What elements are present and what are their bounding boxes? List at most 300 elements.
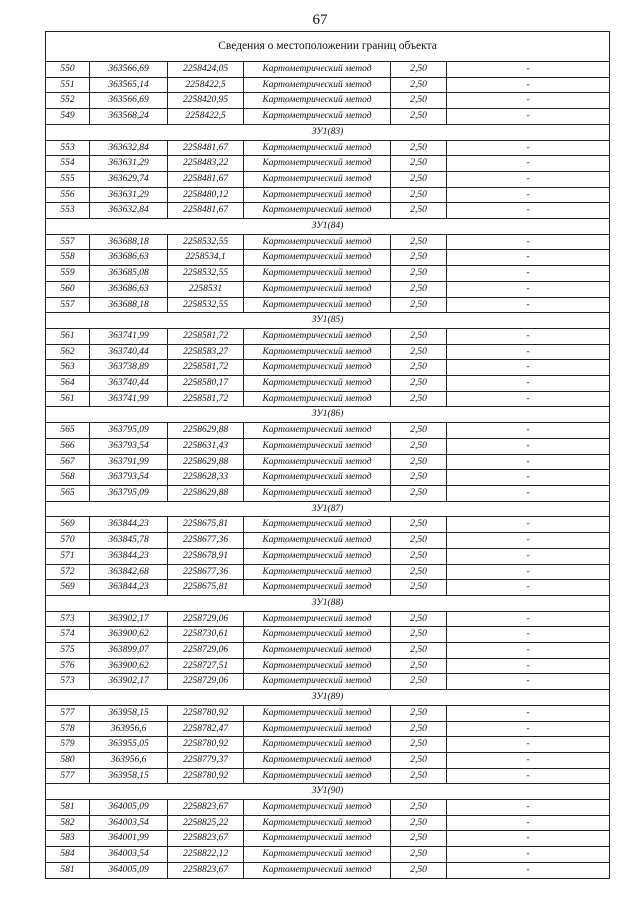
accuracy-cell: 2,50 bbox=[391, 281, 447, 297]
note-cell: - bbox=[447, 643, 610, 659]
note-cell: - bbox=[447, 815, 610, 831]
coord-y: 2258581,72 bbox=[168, 360, 244, 376]
point-number: 574 bbox=[46, 627, 90, 643]
coord-y: 2258825,22 bbox=[168, 815, 244, 831]
coord-x: 363568,24 bbox=[90, 109, 168, 125]
coord-x: 364003,54 bbox=[90, 847, 168, 863]
note-cell: - bbox=[447, 234, 610, 250]
point-number: 572 bbox=[46, 564, 90, 580]
table-row bbox=[46, 533, 610, 549]
coord-x: 363741,99 bbox=[90, 391, 168, 407]
coord-x: 363566,69 bbox=[90, 62, 168, 78]
accuracy-cell: 2,50 bbox=[391, 376, 447, 392]
method-cell: Картометрический метод bbox=[244, 611, 391, 627]
accuracy-cell: 2,50 bbox=[391, 438, 447, 454]
accuracy-cell: 2,50 bbox=[391, 705, 447, 721]
coord-y: 2258424,05 bbox=[168, 62, 244, 78]
method-cell: Картометрический метод bbox=[244, 674, 391, 690]
accuracy-cell: 2,50 bbox=[391, 847, 447, 863]
point-number: 555 bbox=[46, 171, 90, 187]
coord-x: 363791,99 bbox=[90, 454, 168, 470]
table-row bbox=[46, 862, 610, 878]
coord-x: 363738,89 bbox=[90, 360, 168, 376]
coord-x: 363899,07 bbox=[90, 643, 168, 659]
point-number: 580 bbox=[46, 752, 90, 768]
table-row bbox=[46, 643, 610, 659]
coord-x: 363844,23 bbox=[90, 517, 168, 533]
method-cell: Картометрический метод bbox=[244, 140, 391, 156]
method-cell: Картометрический метод bbox=[244, 438, 391, 454]
section-row bbox=[46, 124, 610, 140]
method-cell: Картометрический метод bbox=[244, 737, 391, 753]
method-cell: Картометрический метод bbox=[244, 847, 391, 863]
method-cell: Картометрический метод bbox=[244, 93, 391, 109]
point-number: 554 bbox=[46, 156, 90, 172]
coord-y: 2258581,72 bbox=[168, 328, 244, 344]
section-label: ЗУ1(90) bbox=[46, 784, 610, 800]
coord-x: 363740,44 bbox=[90, 376, 168, 392]
coord-y: 2258629,88 bbox=[168, 454, 244, 470]
method-cell: Картометрический метод bbox=[244, 768, 391, 784]
coord-x: 363740,44 bbox=[90, 344, 168, 360]
coord-y: 2258729,06 bbox=[168, 643, 244, 659]
method-cell: Картометрический метод bbox=[244, 454, 391, 470]
coord-x: 363686,63 bbox=[90, 281, 168, 297]
coord-y: 2258730,61 bbox=[168, 627, 244, 643]
note-cell: - bbox=[447, 548, 610, 564]
coord-x: 363685,08 bbox=[90, 266, 168, 282]
coord-y: 2258532,55 bbox=[168, 297, 244, 313]
accuracy-cell: 2,50 bbox=[391, 62, 447, 78]
table-row bbox=[46, 109, 610, 125]
method-cell: Картометрический метод bbox=[244, 548, 391, 564]
point-number: 552 bbox=[46, 93, 90, 109]
coord-y: 2258823,67 bbox=[168, 800, 244, 816]
coord-x: 364005,09 bbox=[90, 862, 168, 878]
accuracy-cell: 2,50 bbox=[391, 109, 447, 125]
method-cell: Картометрический метод bbox=[244, 721, 391, 737]
point-number: 558 bbox=[46, 250, 90, 266]
coord-y: 2258628,33 bbox=[168, 470, 244, 486]
point-number: 551 bbox=[46, 77, 90, 93]
table-row bbox=[46, 674, 610, 690]
method-cell: Картометрический метод bbox=[244, 643, 391, 659]
point-number: 575 bbox=[46, 643, 90, 659]
note-cell: - bbox=[447, 77, 610, 93]
coord-y: 2258580,17 bbox=[168, 376, 244, 392]
point-number: 579 bbox=[46, 737, 90, 753]
coord-y: 2258583,27 bbox=[168, 344, 244, 360]
note-cell: - bbox=[447, 485, 610, 501]
note-cell: - bbox=[447, 344, 610, 360]
coord-x: 363902,17 bbox=[90, 611, 168, 627]
method-cell: Картометрический метод bbox=[244, 862, 391, 878]
coord-x: 363845,78 bbox=[90, 533, 168, 549]
point-number: 576 bbox=[46, 658, 90, 674]
coord-x: 363900,62 bbox=[90, 627, 168, 643]
coord-y: 2258631,43 bbox=[168, 438, 244, 454]
accuracy-cell: 2,50 bbox=[391, 862, 447, 878]
coord-x: 363793,54 bbox=[90, 470, 168, 486]
coord-x: 363565,14 bbox=[90, 77, 168, 93]
accuracy-cell: 2,50 bbox=[391, 391, 447, 407]
coord-y: 2258629,88 bbox=[168, 485, 244, 501]
coord-x: 363956,6 bbox=[90, 721, 168, 737]
coord-x: 363686,63 bbox=[90, 250, 168, 266]
note-cell: - bbox=[447, 156, 610, 172]
accuracy-cell: 2,50 bbox=[391, 800, 447, 816]
coord-y: 2258780,92 bbox=[168, 705, 244, 721]
table-row bbox=[46, 62, 610, 78]
point-number: 573 bbox=[46, 674, 90, 690]
note-cell: - bbox=[447, 831, 610, 847]
method-cell: Картометрический метод bbox=[244, 800, 391, 816]
table-row bbox=[46, 580, 610, 596]
table-row bbox=[46, 187, 610, 203]
accuracy-cell: 2,50 bbox=[391, 328, 447, 344]
table-row bbox=[46, 627, 610, 643]
point-number: 571 bbox=[46, 548, 90, 564]
coord-y: 2258532,55 bbox=[168, 266, 244, 282]
table-row bbox=[46, 281, 610, 297]
point-number: 578 bbox=[46, 721, 90, 737]
point-number: 569 bbox=[46, 580, 90, 596]
section-label: ЗУ1(89) bbox=[46, 690, 610, 706]
accuracy-cell: 2,50 bbox=[391, 140, 447, 156]
table-title: Сведения о местоположении границ объекта bbox=[46, 32, 610, 62]
method-cell: Картометрический метод bbox=[244, 815, 391, 831]
accuracy-cell: 2,50 bbox=[391, 611, 447, 627]
table-row bbox=[46, 768, 610, 784]
note-cell: - bbox=[447, 564, 610, 580]
section-label: ЗУ1(84) bbox=[46, 219, 610, 235]
accuracy-cell: 2,50 bbox=[391, 831, 447, 847]
accuracy-cell: 2,50 bbox=[391, 423, 447, 439]
coord-x: 363793,54 bbox=[90, 438, 168, 454]
note-cell: - bbox=[447, 266, 610, 282]
point-number: 570 bbox=[46, 533, 90, 549]
accuracy-cell: 2,50 bbox=[391, 815, 447, 831]
note-cell: - bbox=[447, 470, 610, 486]
section-row bbox=[46, 219, 610, 235]
method-cell: Картометрический метод bbox=[244, 658, 391, 674]
coord-x: 363632,84 bbox=[90, 140, 168, 156]
point-number: 550 bbox=[46, 62, 90, 78]
table-row bbox=[46, 438, 610, 454]
point-number: 581 bbox=[46, 862, 90, 878]
point-number: 561 bbox=[46, 391, 90, 407]
note-cell: - bbox=[447, 297, 610, 313]
accuracy-cell: 2,50 bbox=[391, 266, 447, 282]
coord-y: 2258822,12 bbox=[168, 847, 244, 863]
note-cell: - bbox=[447, 250, 610, 266]
coord-y: 2258422,5 bbox=[168, 77, 244, 93]
coord-x: 363566,69 bbox=[90, 93, 168, 109]
table-row bbox=[46, 376, 610, 392]
coord-y: 2258780,92 bbox=[168, 768, 244, 784]
note-cell: - bbox=[447, 517, 610, 533]
table-row bbox=[46, 800, 610, 816]
accuracy-cell: 2,50 bbox=[391, 737, 447, 753]
coord-y: 2258581,72 bbox=[168, 391, 244, 407]
method-cell: Картометрический метод bbox=[244, 187, 391, 203]
table-row bbox=[46, 752, 610, 768]
method-cell: Картометрический метод bbox=[244, 627, 391, 643]
coord-x: 363844,23 bbox=[90, 580, 168, 596]
note-cell: - bbox=[447, 328, 610, 344]
coord-y: 2258675,81 bbox=[168, 517, 244, 533]
method-cell: Картометрический метод bbox=[244, 156, 391, 172]
accuracy-cell: 2,50 bbox=[391, 548, 447, 564]
accuracy-cell: 2,50 bbox=[391, 721, 447, 737]
table-row bbox=[46, 485, 610, 501]
accuracy-cell: 2,50 bbox=[391, 564, 447, 580]
method-cell: Картометрический метод bbox=[244, 171, 391, 187]
coord-y: 2258483,22 bbox=[168, 156, 244, 172]
accuracy-cell: 2,50 bbox=[391, 93, 447, 109]
table-row bbox=[46, 203, 610, 219]
point-number: 557 bbox=[46, 297, 90, 313]
note-cell: - bbox=[447, 847, 610, 863]
table-row bbox=[46, 423, 610, 439]
method-cell: Картометрический метод bbox=[244, 360, 391, 376]
accuracy-cell: 2,50 bbox=[391, 454, 447, 470]
coord-x: 363955,05 bbox=[90, 737, 168, 753]
coord-y: 2258729,06 bbox=[168, 611, 244, 627]
note-cell: - bbox=[447, 752, 610, 768]
accuracy-cell: 2,50 bbox=[391, 580, 447, 596]
note-cell: - bbox=[447, 391, 610, 407]
note-cell: - bbox=[447, 360, 610, 376]
note-cell: - bbox=[447, 800, 610, 816]
note-cell: - bbox=[447, 454, 610, 470]
table-body bbox=[46, 62, 610, 879]
note-cell: - bbox=[447, 376, 610, 392]
point-number: 568 bbox=[46, 470, 90, 486]
point-number: 577 bbox=[46, 705, 90, 721]
coord-y: 2258677,36 bbox=[168, 564, 244, 580]
point-number: 577 bbox=[46, 768, 90, 784]
point-number: 567 bbox=[46, 454, 90, 470]
method-cell: Картометрический метод bbox=[244, 580, 391, 596]
accuracy-cell: 2,50 bbox=[391, 674, 447, 690]
boundary-table-container bbox=[45, 31, 609, 879]
table-row bbox=[46, 564, 610, 580]
accuracy-cell: 2,50 bbox=[391, 250, 447, 266]
method-cell: Картометрический метод bbox=[244, 328, 391, 344]
table-row bbox=[46, 297, 610, 313]
method-cell: Картометрический метод bbox=[244, 266, 391, 282]
note-cell: - bbox=[447, 768, 610, 784]
table-row bbox=[46, 328, 610, 344]
note-cell: - bbox=[447, 109, 610, 125]
note-cell: - bbox=[447, 580, 610, 596]
accuracy-cell: 2,50 bbox=[391, 297, 447, 313]
section-row bbox=[46, 784, 610, 800]
coord-y: 2258727,51 bbox=[168, 658, 244, 674]
table-row bbox=[46, 831, 610, 847]
table-row bbox=[46, 737, 610, 753]
method-cell: Картометрический метод bbox=[244, 423, 391, 439]
coord-y: 2258677,36 bbox=[168, 533, 244, 549]
note-cell: - bbox=[447, 705, 610, 721]
method-cell: Картометрический метод bbox=[244, 77, 391, 93]
coord-x: 363688,18 bbox=[90, 234, 168, 250]
note-cell: - bbox=[447, 674, 610, 690]
coord-x: 363844,23 bbox=[90, 548, 168, 564]
method-cell: Картометрический метод bbox=[244, 470, 391, 486]
point-number: 564 bbox=[46, 376, 90, 392]
section-label: ЗУ1(83) bbox=[46, 124, 610, 140]
table-row bbox=[46, 454, 610, 470]
coord-y: 2258629,88 bbox=[168, 423, 244, 439]
accuracy-cell: 2,50 bbox=[391, 344, 447, 360]
coord-x: 363956,6 bbox=[90, 752, 168, 768]
note-cell: - bbox=[447, 423, 610, 439]
table-row bbox=[46, 611, 610, 627]
point-number: 559 bbox=[46, 266, 90, 282]
table-row bbox=[46, 77, 610, 93]
table-row bbox=[46, 391, 610, 407]
method-cell: Картометрический метод bbox=[244, 391, 391, 407]
note-cell: - bbox=[447, 187, 610, 203]
note-cell: - bbox=[447, 203, 610, 219]
coord-x: 363795,09 bbox=[90, 423, 168, 439]
coord-x: 363741,99 bbox=[90, 328, 168, 344]
note-cell: - bbox=[447, 438, 610, 454]
coord-y: 2258422,5 bbox=[168, 109, 244, 125]
coord-y: 2258823,67 bbox=[168, 862, 244, 878]
method-cell: Картометрический метод bbox=[244, 203, 391, 219]
accuracy-cell: 2,50 bbox=[391, 627, 447, 643]
point-number: 561 bbox=[46, 328, 90, 344]
note-cell: - bbox=[447, 171, 610, 187]
coord-y: 2258481,67 bbox=[168, 140, 244, 156]
table-row bbox=[46, 721, 610, 737]
point-number: 553 bbox=[46, 203, 90, 219]
table-row bbox=[46, 470, 610, 486]
coord-y: 2258782,47 bbox=[168, 721, 244, 737]
coord-y: 2258532,55 bbox=[168, 234, 244, 250]
coord-x: 363688,18 bbox=[90, 297, 168, 313]
point-number: 560 bbox=[46, 281, 90, 297]
coord-x: 363902,17 bbox=[90, 674, 168, 690]
table-row bbox=[46, 156, 610, 172]
coord-x: 363900,62 bbox=[90, 658, 168, 674]
section-label: ЗУ1(88) bbox=[46, 595, 610, 611]
coord-y: 2258481,67 bbox=[168, 171, 244, 187]
table-row bbox=[46, 847, 610, 863]
method-cell: Картометрический метод bbox=[244, 297, 391, 313]
section-label: ЗУ1(85) bbox=[46, 313, 610, 329]
point-number: 583 bbox=[46, 831, 90, 847]
accuracy-cell: 2,50 bbox=[391, 752, 447, 768]
method-cell: Картометрический метод bbox=[244, 62, 391, 78]
note-cell: - bbox=[447, 533, 610, 549]
accuracy-cell: 2,50 bbox=[391, 171, 447, 187]
accuracy-cell: 2,50 bbox=[391, 156, 447, 172]
accuracy-cell: 2,50 bbox=[391, 768, 447, 784]
table-row bbox=[46, 517, 610, 533]
table-row bbox=[46, 360, 610, 376]
table-row bbox=[46, 705, 610, 721]
coord-y: 2258481,67 bbox=[168, 203, 244, 219]
coord-x: 363958,15 bbox=[90, 768, 168, 784]
note-cell: - bbox=[447, 611, 610, 627]
coord-y: 2258420,95 bbox=[168, 93, 244, 109]
method-cell: Картометрический метод bbox=[244, 517, 391, 533]
method-cell: Картометрический метод bbox=[244, 831, 391, 847]
point-number: 553 bbox=[46, 140, 90, 156]
point-number: 566 bbox=[46, 438, 90, 454]
coord-x: 363631,29 bbox=[90, 187, 168, 203]
coord-x: 363632,84 bbox=[90, 203, 168, 219]
method-cell: Картометрический метод bbox=[244, 533, 391, 549]
coord-x: 363958,15 bbox=[90, 705, 168, 721]
note-cell: - bbox=[447, 281, 610, 297]
section-label: ЗУ1(87) bbox=[46, 501, 610, 517]
coord-x: 363631,29 bbox=[90, 156, 168, 172]
note-cell: - bbox=[447, 658, 610, 674]
method-cell: Картометрический метод bbox=[244, 485, 391, 501]
section-row bbox=[46, 595, 610, 611]
coord-x: 363795,09 bbox=[90, 485, 168, 501]
point-number: 565 bbox=[46, 423, 90, 439]
accuracy-cell: 2,50 bbox=[391, 360, 447, 376]
section-row bbox=[46, 501, 610, 517]
method-cell: Картометрический метод bbox=[244, 564, 391, 580]
section-row bbox=[46, 690, 610, 706]
accuracy-cell: 2,50 bbox=[391, 485, 447, 501]
section-label: ЗУ1(86) bbox=[46, 407, 610, 423]
page-number: 67 bbox=[312, 12, 328, 28]
point-number: 584 bbox=[46, 847, 90, 863]
coord-x: 363629,74 bbox=[90, 171, 168, 187]
coord-y: 2258675,81 bbox=[168, 580, 244, 596]
point-number: 581 bbox=[46, 800, 90, 816]
point-number: 549 bbox=[46, 109, 90, 125]
method-cell: Картометрический метод bbox=[244, 250, 391, 266]
table-row bbox=[46, 171, 610, 187]
coord-y: 2258678,91 bbox=[168, 548, 244, 564]
coord-x: 364003,54 bbox=[90, 815, 168, 831]
coord-x: 363842,68 bbox=[90, 564, 168, 580]
point-number: 556 bbox=[46, 187, 90, 203]
coord-y: 2258534,1 bbox=[168, 250, 244, 266]
method-cell: Картометрический метод bbox=[244, 344, 391, 360]
table-row bbox=[46, 140, 610, 156]
note-cell: - bbox=[447, 737, 610, 753]
point-number: 573 bbox=[46, 611, 90, 627]
table-row bbox=[46, 548, 610, 564]
point-number: 557 bbox=[46, 234, 90, 250]
method-cell: Картометрический метод bbox=[244, 376, 391, 392]
coord-y: 2258729,06 bbox=[168, 674, 244, 690]
coord-y: 2258531 bbox=[168, 281, 244, 297]
method-cell: Картометрический метод bbox=[244, 752, 391, 768]
point-number: 565 bbox=[46, 485, 90, 501]
note-cell: - bbox=[447, 862, 610, 878]
method-cell: Картометрический метод bbox=[244, 281, 391, 297]
coord-x: 364001,99 bbox=[90, 831, 168, 847]
accuracy-cell: 2,50 bbox=[391, 658, 447, 674]
coord-y: 2258779,37 bbox=[168, 752, 244, 768]
point-number: 569 bbox=[46, 517, 90, 533]
coord-y: 2258780,92 bbox=[168, 737, 244, 753]
coord-y: 2258480,12 bbox=[168, 187, 244, 203]
boundary-coordinates-table bbox=[45, 31, 610, 879]
table-row bbox=[46, 93, 610, 109]
